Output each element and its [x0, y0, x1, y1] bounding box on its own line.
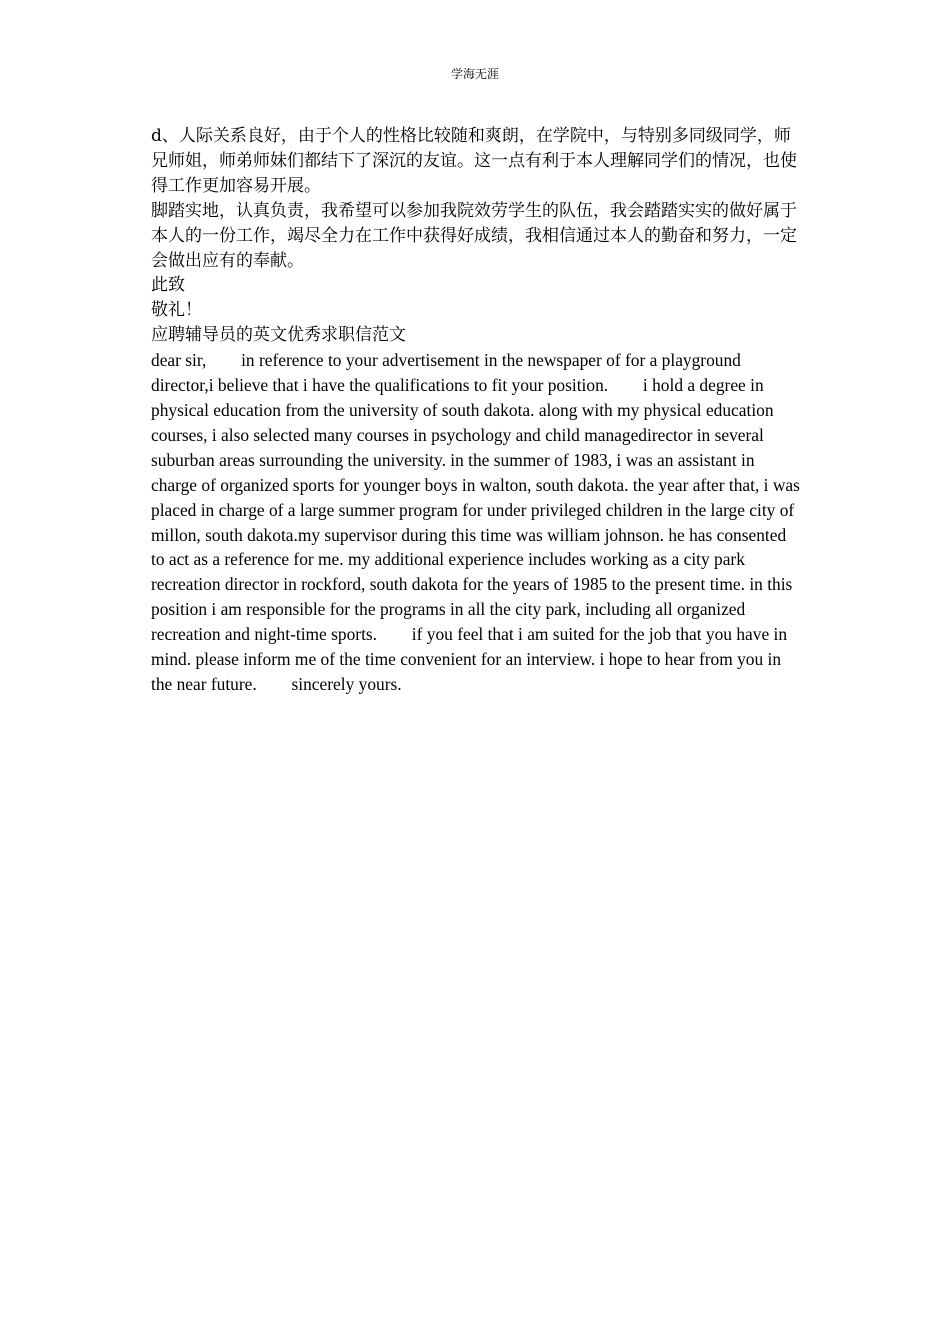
- page-header: 学海无涯: [450, 67, 499, 81]
- document-body: [151, 124, 803, 697]
- closing-line-2: 敬礼！: [151, 300, 202, 321]
- english-cover-letter: dear sir, in reference to your advertisement in the newspaper of for a playground director,i believe that i have the qualifications to fit your position. i hold a degree in physical education from the university of south dakota. along with my physical education courses, i also selected many courses in psychology and child managedirector in several suburban areas surrounding the university. in the summer of 1983, i was an assistant in charge of organized sports for younger boys in walton, south dakota. the year after that, i was placed in charge of a large summer program for under privileged children in the large city of millon, south dakota.my supervisor during this time was william johnson. he has consented to act as a reference for me. my additional experience includes working as a city park recreation director in rockford, south dakota for the years of 1985 to the present time. in this position i am responsible for the programs in all the city park, including all organized recreation and night-time sports. if you feel that i am suited for the job that you have in mind. please inform me of the time convenient for an interview. i hope to hear from you in the near future. sincerely yours.: [151, 350, 805, 694]
- paragraph-commitment: 脚踏实地，认真负责，我希望可以参加我院效劳学生的队伍，我会踏踏实实的做好属于本人的一份工作，竭尽全力在工作中获得好成绩，我相信通过本人的勤奋和努力，一定会做出应有的奉献。: [151, 200, 797, 271]
- section-title: 应聘辅导员的英文优秀求职信范文: [151, 325, 406, 346]
- closing-line-1: 此致: [151, 275, 185, 296]
- paragraph-relationships: d、人际关系良好，由于个人的性格比较随和爽朗，在学院中，与特别多同级同学，师兄师姐，师弟师妹们都结下了深沉的友谊。这一点有利于本人理解同学们的情况，也使得工作更加容易开展。: [151, 126, 797, 196]
